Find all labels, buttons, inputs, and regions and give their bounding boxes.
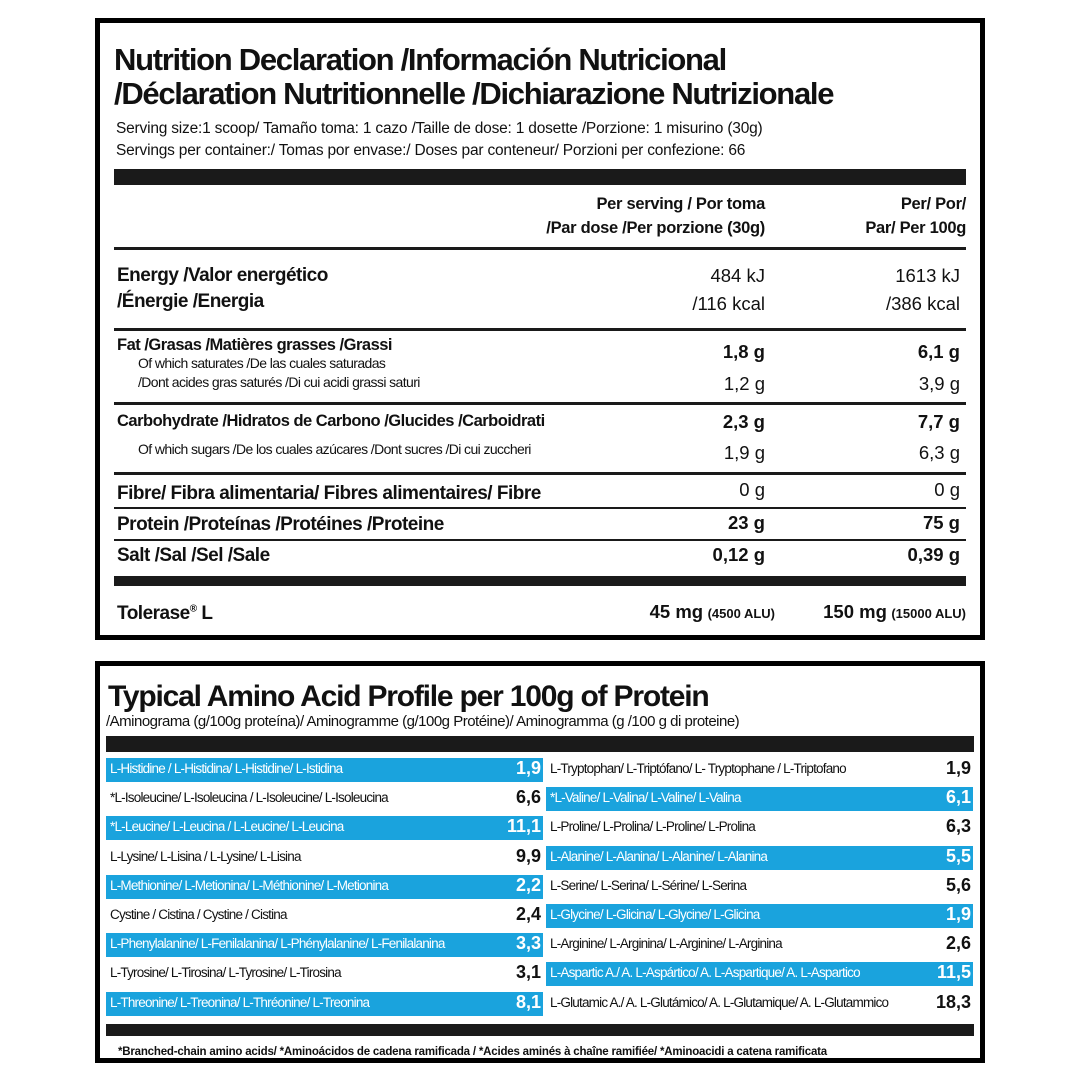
amino-name: L-Tyrosine/ L-Tirosina/ L-Tyrosine/ L-Tirosina: [110, 965, 341, 981]
divider-line: [114, 539, 966, 541]
tolerase-suffix: L: [196, 603, 213, 624]
amino-name: L-Lysine/ L-Lisina / L-Lysine/ L-Lisina: [110, 848, 301, 864]
nutrition-title-line-1: Nutrition Declaration /Información Nutricional: [114, 42, 726, 77]
amino-row: [546, 846, 973, 870]
amino-row: [546, 933, 973, 957]
amino-row: [546, 875, 973, 899]
fibre-label: Fibre/ Fibra alimentaria/ Fibres alimentaires/ Fibre: [117, 483, 541, 504]
sugars-serving: 1,9 g: [723, 442, 765, 463]
fat-per100: 6,1 g: [917, 341, 960, 362]
amino-value: 3,3: [515, 933, 541, 954]
carbohydrate-serving: 2,3 g: [722, 411, 765, 432]
tolerase-serving-mg: 45 mg: [649, 601, 704, 622]
amino-row: [546, 816, 973, 840]
amino-value: 11,5: [936, 962, 971, 983]
amino-name: L-Tryptophan/ L-Triptófano/ L- Tryptophane / L-Triptofano: [550, 761, 846, 776]
amino-row: [546, 992, 973, 1016]
divider-line: [114, 328, 966, 331]
amino-name: L-Arginine/ L-Arginina/ L-Arginine/ L-Arginina: [550, 936, 782, 952]
divider-bar: [114, 576, 966, 586]
amino-value: 2,4: [515, 904, 541, 924]
amino-value: 8,1: [515, 991, 541, 1012]
amino-name: L-Aspartic A./ A. L-Aspártico/ A. L-Aspartique/ A. L-Aspartico: [550, 965, 860, 981]
amino-row: [106, 875, 543, 899]
amino-name: L-Serine/ L-Serina/ L-Sérine/ L-Serina: [550, 877, 747, 893]
amino-name: L-Proline/ L-Prolina/ L-Proline/ L-Prolina: [550, 819, 756, 835]
amino-row: [106, 962, 543, 986]
energy-serving-kcal: /116 kcal: [692, 293, 765, 314]
amino-value: 2,6: [945, 933, 971, 954]
amino-value: 1,9: [945, 758, 971, 778]
amino-name: *L-Leucine/ L-Leucina / L-Leucine/ L-Leucina: [110, 819, 344, 835]
amino-name: *L-Isoleucine/ L-Isoleucina / L-Isoleucine/ L-Isoleucina: [110, 790, 388, 806]
saturates-serving: 1,2 g: [723, 373, 765, 394]
tolerase-name: Tolerase: [117, 603, 190, 624]
amino-name: L-Phenylalanine/ L-Fenilalanina/ L-Phénylalanine/ L-Fenilalanina: [110, 936, 445, 952]
saturates-per100: 3,9 g: [918, 373, 960, 394]
fat-label: Fat /Grasas /Matières grasses /Grassi: [117, 336, 393, 354]
amino-value: 18,3: [935, 991, 971, 1012]
amino-value: 5,6: [945, 874, 971, 895]
amino-value: 6,3: [945, 816, 971, 837]
amino-value: 3,1: [515, 962, 541, 983]
sugars-per100: 6,3 g: [918, 442, 960, 463]
saturates-label-2: /Dont acides gras saturés /Di cui acidi grassi saturi: [138, 374, 420, 390]
amino-name: L-Methionine/ L-Metionina/ L-Méthionine/ L-Metionina: [110, 877, 389, 893]
amino-row: [106, 816, 543, 840]
divider-line: [114, 472, 966, 475]
amino-value: 5,5: [945, 845, 971, 866]
amino-row: [106, 787, 543, 811]
header-per-100g-line-1: Per/ Por/: [900, 195, 966, 213]
protein-per100: 75 g: [922, 512, 960, 533]
protein-serving: 23 g: [727, 512, 765, 533]
amino-row: [546, 758, 973, 782]
amino-value: 1,9: [515, 758, 541, 778]
amino-value: 2,2: [515, 874, 541, 895]
sugars-label: Of which sugars /De los cuales azúcares /Dont sucres /Di cui zuccheri: [138, 441, 531, 457]
fat-serving: 1,8 g: [722, 341, 765, 362]
energy-per100-kj: 1613 kJ: [895, 265, 960, 286]
divider-bar: [106, 736, 974, 752]
amino-subtitle: /Aminograma (g/100g proteína)/ Aminogramme (g/100g Protéine)/ Aminogramma (g /100 g di proteine): [106, 713, 740, 730]
divider-bar: [106, 1024, 974, 1036]
energy-label-1: Energy /Valor energético: [117, 265, 328, 286]
energy-per100-kcal: /386 kcal: [885, 293, 960, 314]
tolerase-per100-alu: (15000 ALU): [891, 606, 966, 621]
tolerase-per100-mg: 150 mg: [823, 601, 887, 622]
amino-row: [106, 992, 543, 1016]
amino-row: [546, 787, 973, 811]
fibre-per100: 0 g: [934, 479, 960, 500]
amino-value: 1,9: [945, 904, 971, 924]
serving-size: Serving size:1 scoop/ Tamaño toma: 1 cazo /Taille de dose: 1 dosette /Porzione: 1 misurino (30g): [116, 120, 763, 137]
amino-value: 6,6: [515, 787, 541, 808]
amino-name: L-Glycine/ L-Glicina/ L-Glycine/ L-Glicina: [550, 907, 760, 922]
amino-value: 11,1: [506, 816, 541, 837]
divider-bar: [114, 169, 966, 185]
tolerase-serving: [650, 601, 775, 623]
header-per-serving: [546, 192, 765, 240]
salt-serving: 0,12 g: [712, 544, 765, 565]
amino-name: Cystine / Cistina / Cystine / Cistina: [110, 907, 287, 922]
amino-name: L-Threonine/ L-Treonina/ L-Thréonine/ L-Treonina: [110, 994, 370, 1010]
amino-row: [106, 846, 543, 870]
amino-name: L-Alanine/ L-Alanina/ L-Alanine/ L-Alanina: [550, 848, 768, 864]
amino-row: [106, 758, 543, 782]
fibre-serving: 0 g: [739, 479, 765, 500]
servings-per-container: Servings per container:/ Tomas por envase:/ Doses par conteneur/ Porzioni per confezione: 66: [116, 142, 746, 159]
amino-value: 6,1: [945, 787, 971, 808]
energy-label-2: /Énergie /Energia: [117, 291, 264, 312]
divider-line: [114, 247, 966, 250]
divider-line: [114, 507, 966, 509]
saturates-label-1: Of which saturates /De las cuales saturadas: [138, 355, 386, 371]
amino-row: [106, 904, 543, 928]
amino-value: 9,9: [515, 845, 541, 866]
salt-label: Salt /Sal /Sel /Sale: [117, 545, 270, 566]
header-per-serving-line-2: /Par dose /Per porzione (30g): [546, 219, 765, 237]
footnote: *Branched-chain amino acids/ *Aminoácidos de cadena ramificada / *Acides aminés à chaîne ramifiée/ *Aminoacidi a catena ramificata: [118, 1046, 828, 1058]
header-per-serving-line-1: Per serving / Por toma: [596, 195, 765, 213]
amino-name: L-Glutamic A./ A. L-Glutámico/ A. L-Glutamique/ A. L-Glutammico: [550, 994, 889, 1010]
amino-row: [546, 962, 973, 986]
amino-row: [546, 904, 973, 928]
header-per-100g: [865, 192, 966, 240]
carbohydrate-per100: 7,7 g: [917, 411, 960, 432]
nutrition-title-line-2: /Déclaration Nutritionnelle /Dichiarazione Nutrizionale: [114, 76, 834, 111]
protein-label: Protein /Proteínas /Protéines /Proteine: [117, 514, 444, 535]
tolerase-per100: [823, 601, 966, 623]
amino-name: L-Histidine / L-Histidina/ L-Histidine/ L-Istidina: [110, 761, 343, 776]
amino-acid-panel: [95, 661, 985, 1063]
nutrition-panel: [95, 18, 985, 640]
amino-title: Typical Amino Acid Profile per 100g of Protein: [108, 680, 709, 713]
header-per-100g-line-2: Par/ Per 100g: [865, 219, 966, 237]
salt-per100: 0,39 g: [907, 544, 960, 565]
energy-serving-kj: 484 kJ: [710, 265, 765, 286]
tolerase-serving-alu: (4500 ALU): [707, 606, 775, 621]
divider-line: [114, 402, 966, 405]
tolerase-label: [117, 603, 213, 625]
amino-name: *L-Valine/ L-Valina/ L-Valine/ L-Valina: [550, 790, 741, 806]
registered-mark: ®: [189, 603, 197, 615]
amino-row: [106, 933, 543, 957]
carbohydrate-label: Carbohydrate /Hidratos de Carbono /Glucides /Carboidrati: [117, 412, 545, 430]
